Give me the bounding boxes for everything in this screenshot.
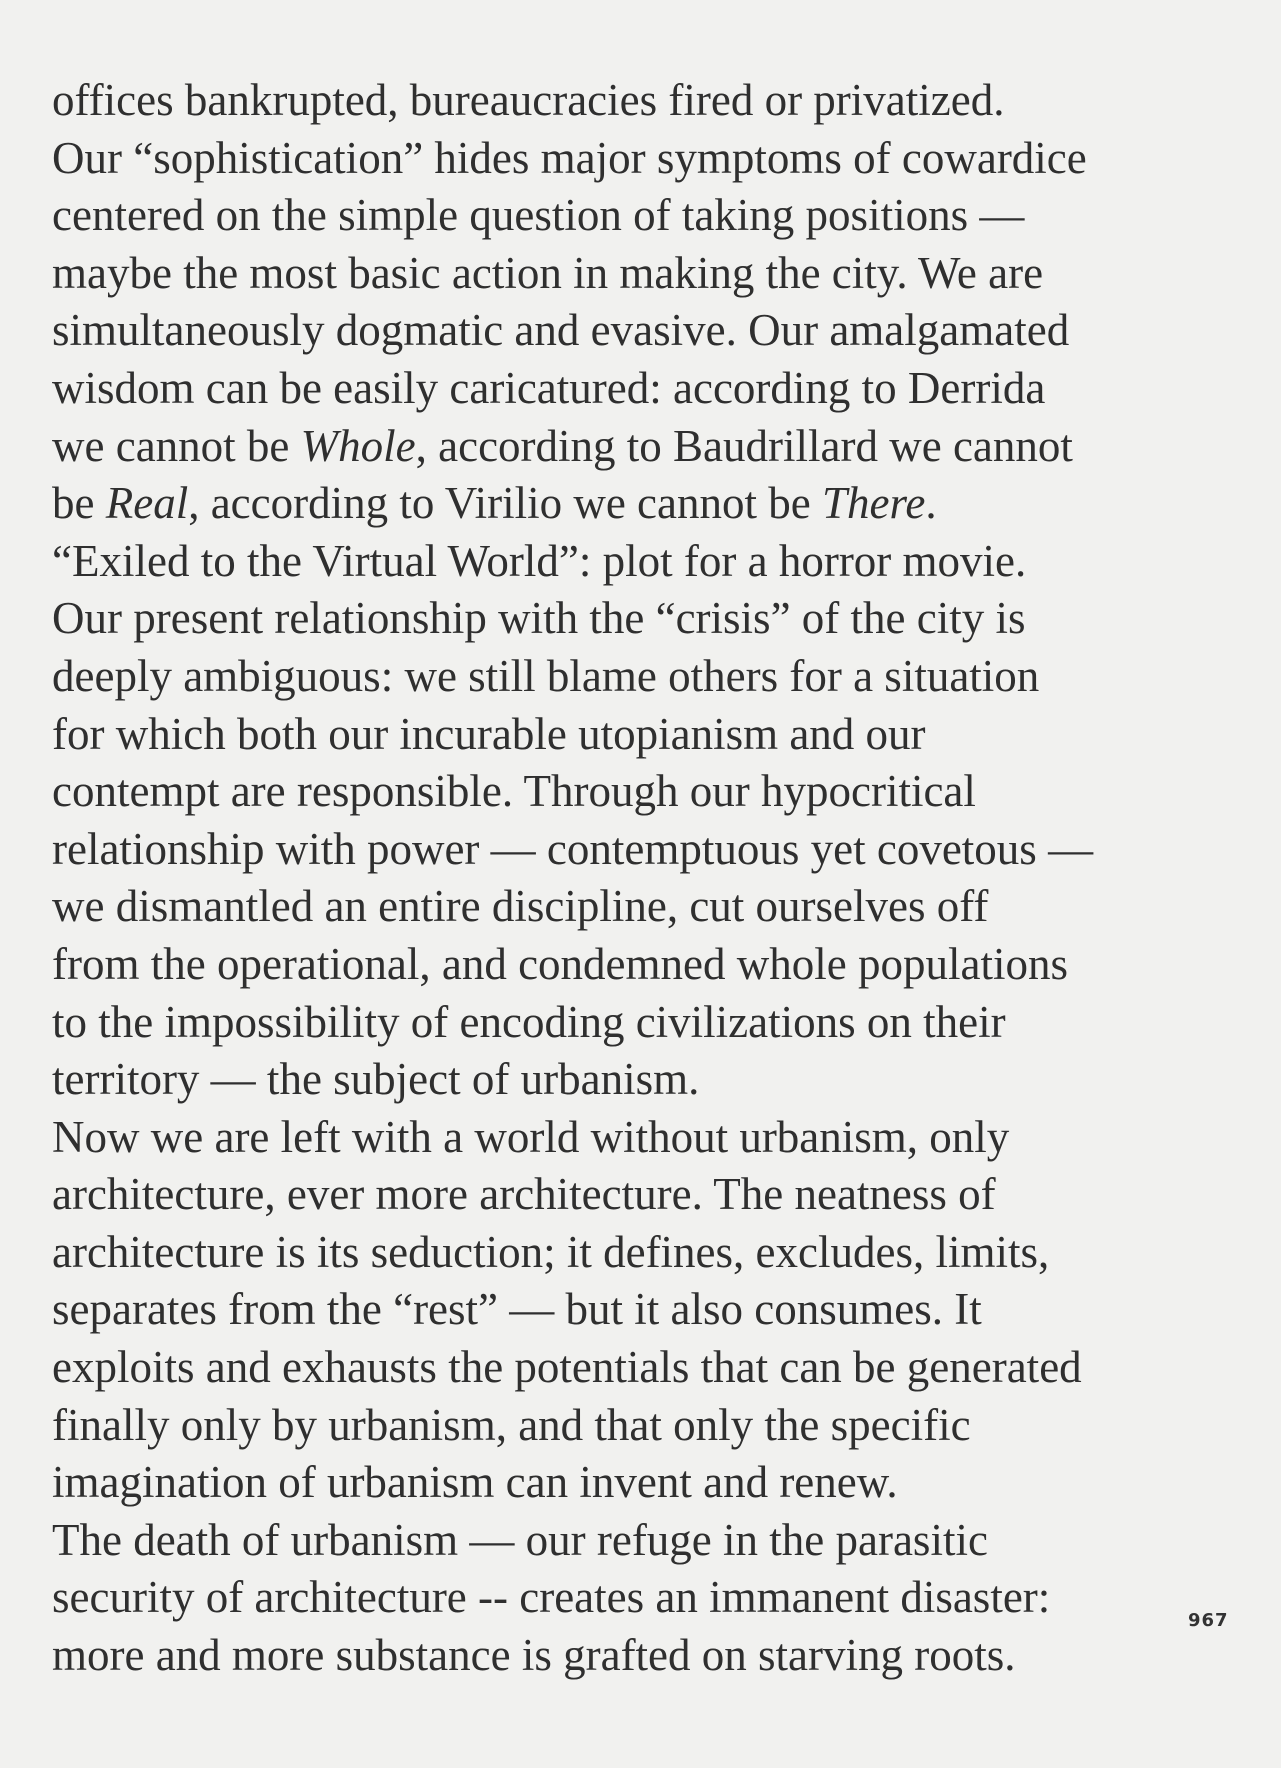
text-line — [52, 936, 1252, 994]
text-segment: offices bankrupted, bureaucracies fired or privatized. — [52, 75, 1005, 125]
text-line — [52, 994, 1252, 1052]
italic-word: There — [821, 478, 926, 529]
text-segment: to the impossibility of encoding civilizations on their — [52, 996, 1006, 1047]
text-segment: contempt are responsible. Through our hypocritical — [52, 766, 976, 817]
text-segment: “Exiled to the Virtual World”: plot for a horror movie. — [52, 535, 1027, 586]
text-segment: we dismantled an entire discipline, cut ourselves off — [52, 881, 989, 932]
text-line — [52, 475, 1252, 533]
italic-word: Real — [105, 478, 189, 529]
text-segment: architecture, ever more architecture. The neatness of — [52, 1169, 996, 1220]
text-segment: relationship with power — contemptuous yet covetous — — [52, 823, 1094, 874]
text-line — [52, 418, 1252, 476]
text-segment: imagination of urbanism can invent and renew. — [52, 1457, 898, 1508]
text-segment: , according to Virilio we cannot be — [188, 478, 822, 529]
text-segment: from the operational, and condemned whole populations — [52, 938, 1068, 989]
text-segment: we cannot be — [52, 420, 301, 471]
text-line — [52, 1339, 1252, 1397]
text-line — [52, 360, 1252, 418]
text-segment: Our present relationship with the “crisis” of the city is — [52, 593, 1026, 644]
text-segment: wisdom can be easily caricatured: according to Derrida — [52, 362, 1046, 413]
text-line — [52, 1454, 1252, 1512]
text-line — [52, 302, 1252, 360]
text-line — [52, 590, 1252, 648]
text-line — [52, 1109, 1252, 1167]
text-line — [52, 1051, 1252, 1109]
text-line — [52, 878, 1252, 936]
text-line — [52, 72, 1252, 130]
text-line — [52, 1224, 1252, 1282]
text-segment: The death of urbanism — our refuge in the parasitic — [52, 1514, 988, 1565]
text-segment: Our “sophistication” hides major symptoms of cowardice — [52, 132, 1087, 183]
text-line — [52, 187, 1252, 245]
text-segment: be — [52, 478, 106, 529]
text-line — [52, 648, 1252, 706]
text-segment: . — [925, 478, 937, 529]
text-segment: security of architecture -- creates an immanent disaster: — [52, 1572, 1051, 1623]
text-line — [52, 1281, 1252, 1339]
text-segment: , according to Baudrillard we cannot — [415, 420, 1073, 471]
text-line — [52, 1627, 1252, 1685]
text-line — [52, 1512, 1252, 1570]
text-segment: exploits and exhausts the potentials that can be generated — [52, 1342, 1082, 1393]
text-segment: for which both our incurable utopianism and our — [52, 708, 926, 759]
text-line — [52, 1397, 1252, 1455]
text-line — [52, 130, 1252, 188]
text-segment: Now we are left with a world without urbanism, only — [52, 1111, 1010, 1162]
text-segment: separates from the “rest” — but it also consumes. It — [52, 1284, 982, 1335]
text-segment: more and more substance is grafted on starving roots. — [52, 1630, 1016, 1681]
text-segment: architecture is its seduction; it defines, excludes, limits, — [52, 1226, 1050, 1277]
text-line — [52, 1569, 1252, 1627]
text-segment: simultaneously dogmatic and evasive. Our amalgamated — [52, 305, 1070, 356]
text-line — [52, 1166, 1252, 1224]
text-line — [52, 245, 1252, 303]
text-line — [52, 821, 1252, 879]
text-segment: territory — the subject of urbanism. — [52, 1054, 700, 1105]
text-segment: centered on the simple question of taking positions — — [52, 190, 1025, 241]
text-segment: finally only by urbanism, and that only the specific — [52, 1399, 971, 1450]
text-line — [52, 763, 1252, 821]
text-line — [52, 533, 1252, 591]
italic-word: Whole — [300, 420, 416, 471]
text-line — [52, 706, 1252, 764]
body-text — [52, 72, 1252, 1685]
text-segment: deeply ambiguous: we still blame others for a situation — [52, 650, 1040, 701]
page-number: 967 — [1188, 1610, 1229, 1631]
text-segment: maybe the most basic action in making the city. We are — [52, 247, 1044, 298]
